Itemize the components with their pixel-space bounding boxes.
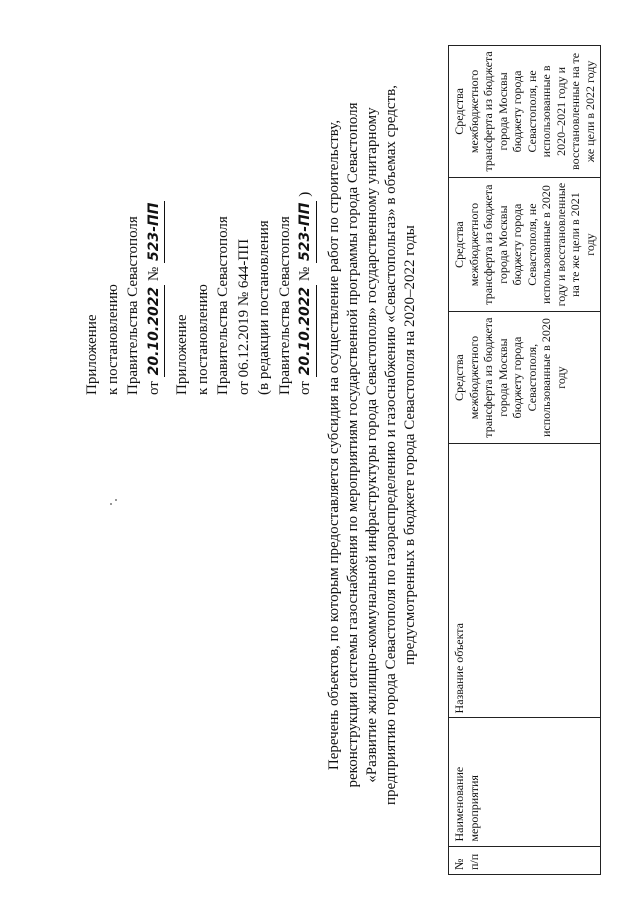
appendix-1-date-handwritten: 20.10.2022: [144, 285, 166, 378]
header-funds-2022: Средства межбюджетного трансферта из бюджета города Москвы бюджету города Севастополя, не использованные в 2020–2021 году и восстановленные на те же цели в 2022 году: [449, 46, 601, 178]
appendix-2-date-prefix: от: [297, 381, 313, 395]
objects-table: [448, 45, 601, 875]
header-funds-2021: Средства межбюджетного трансферта из бюджета города Москвы бюджету города Севастополя, не использованные в 2020 году и восстановленные на те же цели в 2021 году: [449, 177, 601, 312]
document-title: [325, 15, 420, 875]
appendix-2-line-6: Правительства Севастополя: [276, 216, 293, 395]
appendix-1-line-3: Правительства Севастополя: [125, 216, 141, 395]
title-line-5: предусмотренных в бюджете города Севастополя на 2020–2022 годы: [402, 225, 418, 665]
appendix-1-date-prefix: от: [145, 381, 162, 395]
appendix-2-line-5: (в редакции постановления: [256, 220, 272, 395]
appendix-block-1: [82, 95, 165, 395]
appendix-1-number-prefix: №: [145, 266, 162, 282]
title-line-2: реконструкции системы газоснабжения по мероприятиям государственной программы города Севастополя: [345, 102, 361, 788]
appendix-2-number-handwritten: 523-ПП: [295, 201, 317, 263]
appendix-2-date-line: [295, 95, 317, 395]
appendix-2-line-2: к постановлению: [194, 284, 211, 395]
appendix-2-line-3: Правительства Севастополя: [215, 216, 231, 395]
appendix-2-close-paren: ): [297, 191, 313, 197]
appendix-2-line-1: Приложение: [174, 314, 190, 395]
title-line-1: Перечень объектов, по которым предоставляется субсидия на осуществление работ по строительству,: [326, 119, 342, 771]
appendix-block-2: [172, 95, 317, 395]
header-funds-2020: Средства межбюджетного трансферта из бюджета города Москвы бюджету города Севастополя, использованные в 2020 году: [449, 312, 601, 443]
title-line-4: предприятию города Севастополя по газораспределению и газоснабжению «Севастопольгаз» в объемах средств,: [383, 85, 399, 805]
appendix-2-line-4: от 06.12.2019 № 644-ПП: [235, 238, 252, 395]
title-line-3: «Развитие жилищно-коммунальной инфраструктуры города Севастополя» государственному унитарному: [364, 107, 380, 783]
appendix-2-date-handwritten: 20.10.2022: [295, 285, 317, 378]
header-object-name: Название объекта: [449, 443, 601, 718]
appendix-1-line-2: к постановлению: [104, 284, 121, 395]
scan-speck-marks: [110, 497, 118, 505]
appendix-2-number-prefix: №: [297, 266, 313, 282]
table-header-row: [449, 46, 601, 875]
header-measure-name: Наименование мероприятия: [449, 718, 601, 846]
appendix-1-date-line: [144, 95, 166, 395]
appendix-1-number-handwritten: 523-ПП: [144, 201, 166, 263]
header-number: № п/п: [449, 846, 601, 874]
appendix-1-line-1: Приложение: [84, 314, 100, 395]
